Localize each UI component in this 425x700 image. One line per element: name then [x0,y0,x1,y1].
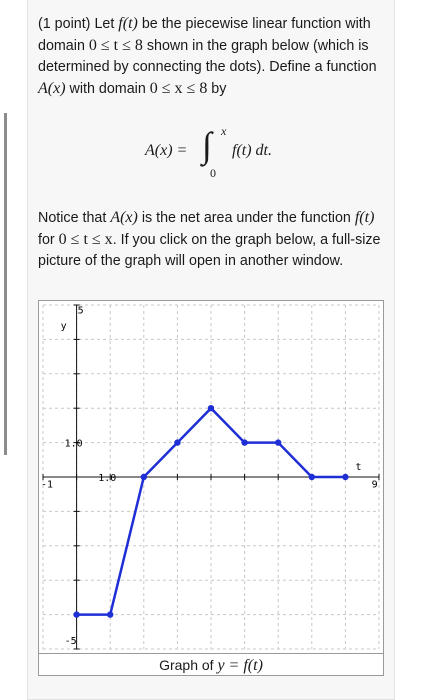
integral-sign: ∫ [202,125,212,165]
math-A-x: A(x) [38,80,66,97]
data-point [73,611,79,617]
math-domain-t: 0 ≤ t ≤ 8 [88,37,143,54]
data-point [309,474,315,480]
problem-intro: (1 point) Let f(t) be the piecewise linear function with domain 0 ≤ t ≤ 8 shown in the graph below (which is determined by connecting the dots). Define a function A(x) with domain 0 ≤ x ≤ 8 by [38,15,377,97]
graph-plot[interactable] [39,301,383,653]
math-A-x-2: A(x) [110,209,138,226]
points-label: (1 point) [38,16,91,32]
y-unit-label: 1.0 [64,438,83,450]
data-point [241,439,247,445]
integral-upper-limit: x [221,124,227,138]
data-point [141,474,147,480]
math-domain-x: 0 ≤ x ≤ 8 [149,80,208,97]
math-f-t-2: f(t) [354,209,375,226]
problem-note: Notice that A(x) is the net area under the function f(t) for 0 ≤ t ≤ x. If you click on the graph below, a full-size picture of the graph will open in another window. [38,209,381,269]
x-unit-label: 1.0 [98,473,117,484]
scroll-indicator [4,113,7,455]
x-max-label: 9 [371,479,378,491]
data-point [174,439,180,445]
x-min-label: -1 [41,479,54,491]
math-f-t: f(t) [118,15,138,32]
y-max-label: 5 [77,305,84,317]
t-axis-label: t [355,462,362,474]
graph-link[interactable] [38,300,384,676]
equation-integrand: f(t) dt. [232,142,272,159]
math-range: 0 ≤ t ≤ x [58,231,113,248]
graph-caption: Graph of y = f(t) [39,653,383,676]
data-point [275,439,281,445]
y-min-label: -5 [64,635,77,647]
equation-lhs: A(x) = [145,142,188,159]
data-point [107,611,113,617]
y-axis-label: y [60,321,67,333]
data-point [208,405,214,411]
integral-equation [140,126,320,186]
data-point [342,474,348,480]
integral-lower-limit: 0 [210,166,216,180]
caption-math: y = f(t) [217,657,263,674]
